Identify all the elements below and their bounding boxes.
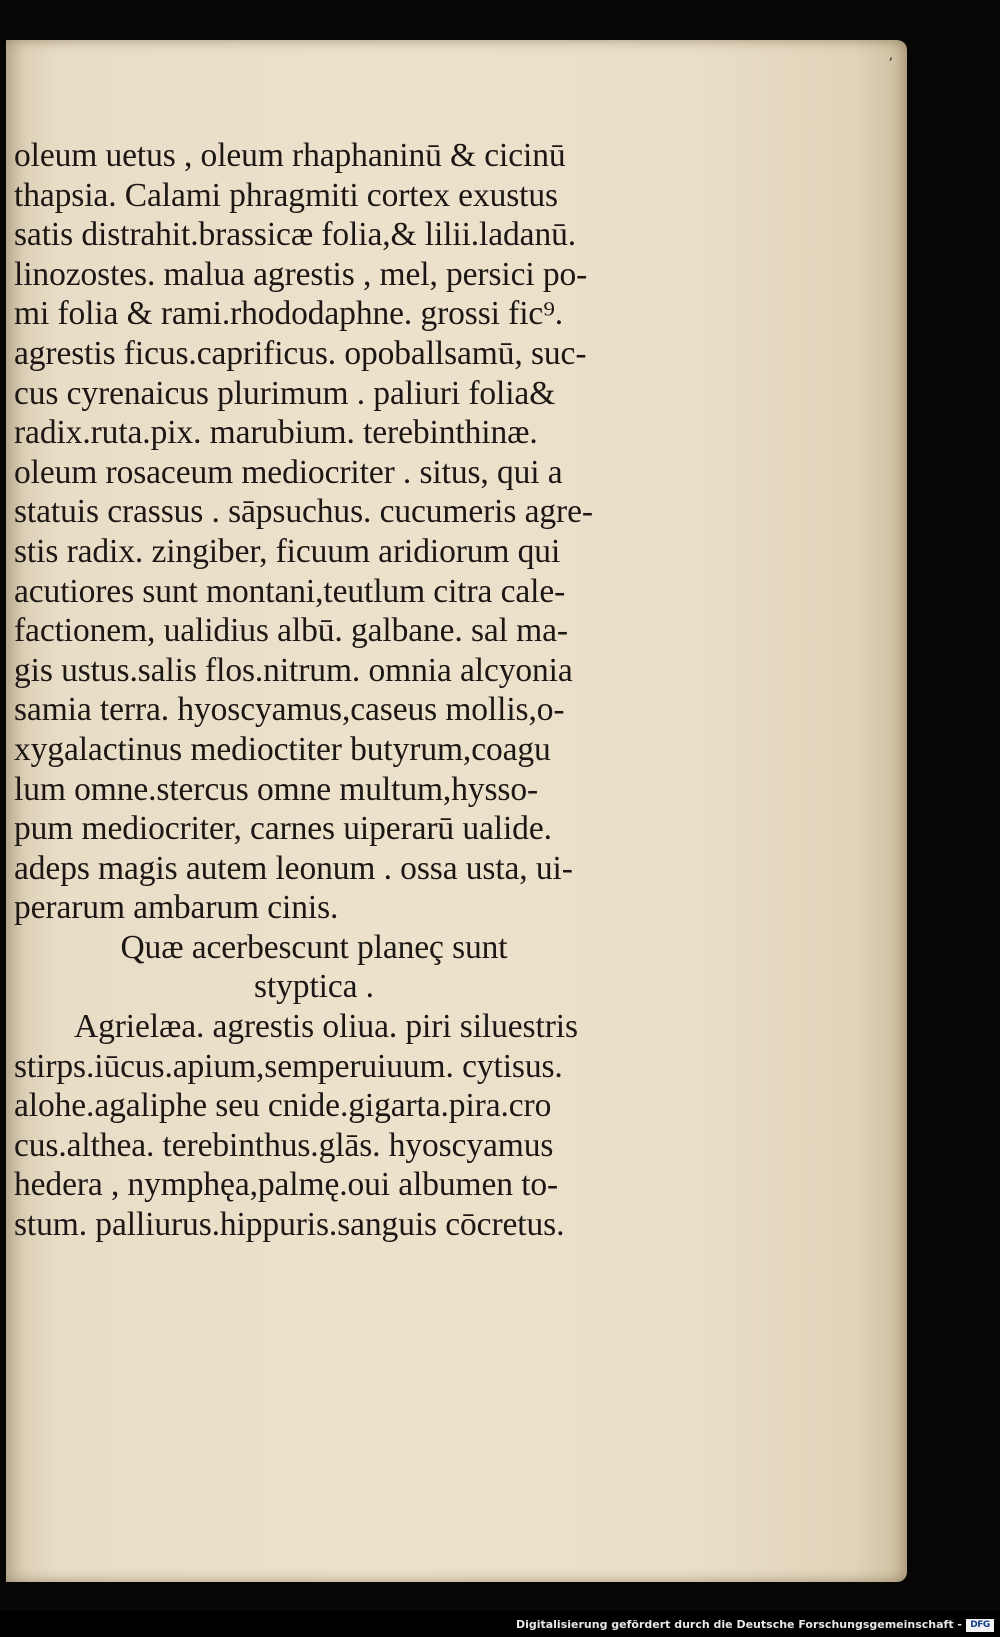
section-line: stirps.iūcus.apium,semperuiuum. cytisus. [14,1047,563,1085]
section-heading-line: Quæ acerbescunt planeç sunt [120,928,508,966]
section-line: alohe.agaliphe seu cnide.gigarta.pira.cro [14,1087,552,1125]
text-line: cus cyrenaicus plurimum . paliuri folia& [14,374,556,412]
text-line: lum omne.stercus omne multum,hysso‐ [14,770,539,808]
text-line: stis radix. zingiber, ficuum aridiorum qui [14,532,561,570]
text-line: oleum rosaceum mediocriter . situs, qui a [14,453,563,491]
text-line: perarum ambarum cinis. [14,889,339,927]
section-heading-line: styptica . [254,968,374,1006]
text-line: statuis crassus . sāpsuchus. cucumeris agre‐ [14,493,593,531]
text-line: satis distrahit.brassicæ folia,& lilii.ladanū. [14,216,577,254]
digitization-credit: Digitalisierung gefördert durch die Deutsche Forschungsgemeinschaft - [515,1618,962,1631]
book-page [6,40,907,1582]
section-line: hedera , nymphęa,palmę.oui albumen to‐ [14,1166,559,1204]
text-line: linozostes. malua agrestis , mel, persici po‐ [14,255,588,293]
dfg-logo: DFG [966,1619,994,1632]
text-line: factionem, ualidius albū. galbane. sal ma‐ [14,612,568,650]
text-line: oleum uetus , oleum rhaphaninū & cicinū [14,137,566,174]
corner-mark: ’ [888,56,893,72]
text-body [14,136,654,1245]
section-line: stum. palliurus.hippuris.sanguis cōcretus. [14,1206,565,1244]
text-line: thapsia. Calami phragmiti cortex exustus [14,176,558,214]
text-line: samia terra. hyoscyamus,caseus mollis,o‐ [14,691,565,729]
text-line: xygalactinus medioctiter butyrum,coagu [14,730,551,768]
text-line: radix.ruta.pix. marubium. terebinthinæ. [14,414,538,452]
section-line: cus.althea. terebinthus.glās. hyoscyamus [14,1126,554,1164]
text-line: adeps magis autem leonum . ossa usta, ui‐ [14,849,573,887]
section-line-first: Agrielæa. agrestis oliua. piri siluestris [74,1008,578,1046]
text-line: agrestis ficus.caprificus. opoballsamū, suc‐ [14,334,587,372]
text-line: acutiores sunt montani,teutlum citra cale‐ [14,572,566,610]
text-line: mi folia & rami.rhododaphne. grossi fic⁹. [14,295,564,333]
text-line: gis ustus.salis flos.nitrum. omnia alcyonia [14,651,573,689]
footer-bar [0,1611,1000,1637]
text-line: pum mediocriter, carnes uiperarū ualide. [14,810,552,848]
